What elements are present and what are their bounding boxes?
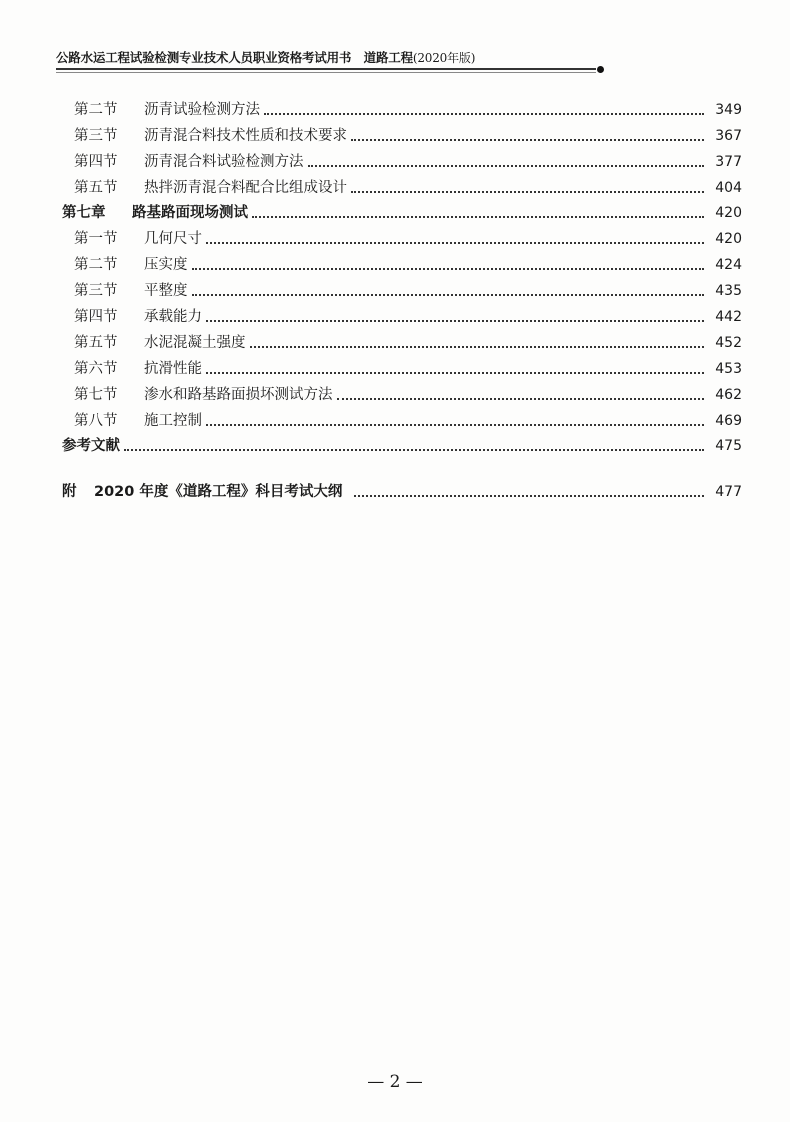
entry-page: 424 bbox=[715, 257, 742, 274]
toc-entry-section[interactable] bbox=[62, 275, 742, 301]
toc-entry-section[interactable] bbox=[62, 353, 742, 379]
entry-page: 349 bbox=[715, 101, 742, 118]
entry-number: 第八节 bbox=[74, 412, 118, 429]
entry-number: 第六节 bbox=[74, 360, 118, 377]
entry-title: 沥青混合料技术性质和技术要求 bbox=[144, 127, 347, 144]
dot-leader bbox=[192, 294, 705, 296]
entry-title: 水泥混凝土强度 bbox=[144, 334, 246, 351]
entry-number: 第三节 bbox=[74, 127, 118, 144]
entry-title: 沥青混合料试验检测方法 bbox=[144, 153, 304, 170]
appendix-label: 附 bbox=[62, 484, 77, 501]
dot-leader bbox=[308, 165, 705, 167]
entry-title: 几何尺寸 bbox=[144, 231, 202, 248]
entry-page: 469 bbox=[715, 412, 742, 429]
toc-entry-section[interactable] bbox=[62, 249, 742, 275]
entry-page: 452 bbox=[715, 334, 742, 351]
entry-page: 404 bbox=[715, 179, 742, 196]
entry-page: 367 bbox=[715, 127, 742, 144]
entry-title: 沥青试验检测方法 bbox=[144, 101, 260, 118]
entry-title: 渗水和路基路面损坏测试方法 bbox=[144, 386, 333, 403]
toc-entry-section[interactable] bbox=[62, 327, 742, 353]
toc-entry-appendix[interactable] bbox=[62, 476, 742, 502]
dot-leader bbox=[337, 398, 705, 400]
entry-page: 435 bbox=[715, 283, 742, 300]
dot-leader bbox=[252, 216, 704, 218]
chapter-number: 第七章 bbox=[62, 205, 106, 222]
toc-entry-chapter[interactable] bbox=[62, 198, 742, 224]
dot-leader bbox=[354, 495, 704, 497]
header-rule-thin bbox=[56, 72, 596, 73]
dot-leader bbox=[206, 242, 704, 244]
page-number: — 2 — bbox=[367, 1072, 423, 1092]
entry-number: 第四节 bbox=[74, 153, 118, 170]
toc-entry-section[interactable] bbox=[62, 94, 742, 120]
chapter-page: 420 bbox=[715, 205, 742, 222]
toc-entry-section[interactable] bbox=[62, 146, 742, 172]
appendix-page: 477 bbox=[715, 484, 742, 501]
entry-number: 第五节 bbox=[74, 334, 118, 351]
book-title: 公路水运工程试验检测专业技术人员职业资格考试用书 bbox=[56, 50, 352, 65]
entry-number: 第五节 bbox=[74, 179, 118, 196]
toc-entry-section[interactable] bbox=[62, 301, 742, 327]
entry-number: 第四节 bbox=[74, 309, 118, 326]
entry-number: 第三节 bbox=[74, 283, 118, 300]
subject-title: 道路工程 bbox=[363, 50, 413, 65]
toc-entry-section[interactable] bbox=[62, 120, 742, 146]
references-page: 475 bbox=[715, 438, 742, 455]
entry-number: 第二节 bbox=[74, 257, 118, 274]
entry-page: 453 bbox=[715, 360, 742, 377]
running-header bbox=[56, 48, 604, 66]
dot-leader bbox=[206, 424, 704, 426]
dot-leader bbox=[192, 268, 705, 270]
entry-page: 462 bbox=[715, 386, 742, 403]
toc-entry-section[interactable] bbox=[62, 172, 742, 198]
entry-title: 热拌沥青混合料配合比组成设计 bbox=[144, 179, 347, 196]
toc-entry-section[interactable] bbox=[62, 379, 742, 405]
dot-leader bbox=[351, 139, 704, 141]
entry-page: 420 bbox=[715, 231, 742, 248]
chapter-title: 路基路面现场测试 bbox=[132, 205, 248, 222]
dot-leader bbox=[351, 191, 704, 193]
entry-title: 施工控制 bbox=[144, 412, 202, 429]
header-rule-dot bbox=[597, 66, 604, 73]
entry-page: 377 bbox=[715, 153, 742, 170]
edition-label: (2020年版) bbox=[412, 51, 476, 65]
entry-number: 第七节 bbox=[74, 386, 118, 403]
references-title: 参考文献 bbox=[62, 438, 120, 455]
dot-leader bbox=[124, 449, 704, 451]
entry-page: 442 bbox=[715, 309, 742, 326]
entry-number: 第一节 bbox=[74, 231, 118, 248]
toc-entry-section[interactable] bbox=[62, 223, 742, 249]
toc-entry-section[interactable] bbox=[62, 405, 742, 431]
dot-leader bbox=[206, 372, 704, 374]
dot-leader bbox=[264, 113, 704, 115]
toc-entry-references[interactable] bbox=[62, 431, 742, 457]
entry-number: 第二节 bbox=[74, 101, 118, 118]
entry-title: 压实度 bbox=[144, 257, 188, 274]
appendix-title: 2020 年度《道路工程》科目考试大纲 bbox=[94, 484, 343, 501]
table-of-contents bbox=[62, 94, 742, 502]
header-rule bbox=[56, 68, 596, 70]
dot-leader bbox=[206, 320, 704, 322]
entry-title: 平整度 bbox=[144, 283, 188, 300]
dot-leader bbox=[250, 346, 705, 348]
entry-title: 抗滑性能 bbox=[144, 360, 202, 377]
entry-title: 承载能力 bbox=[144, 309, 202, 326]
